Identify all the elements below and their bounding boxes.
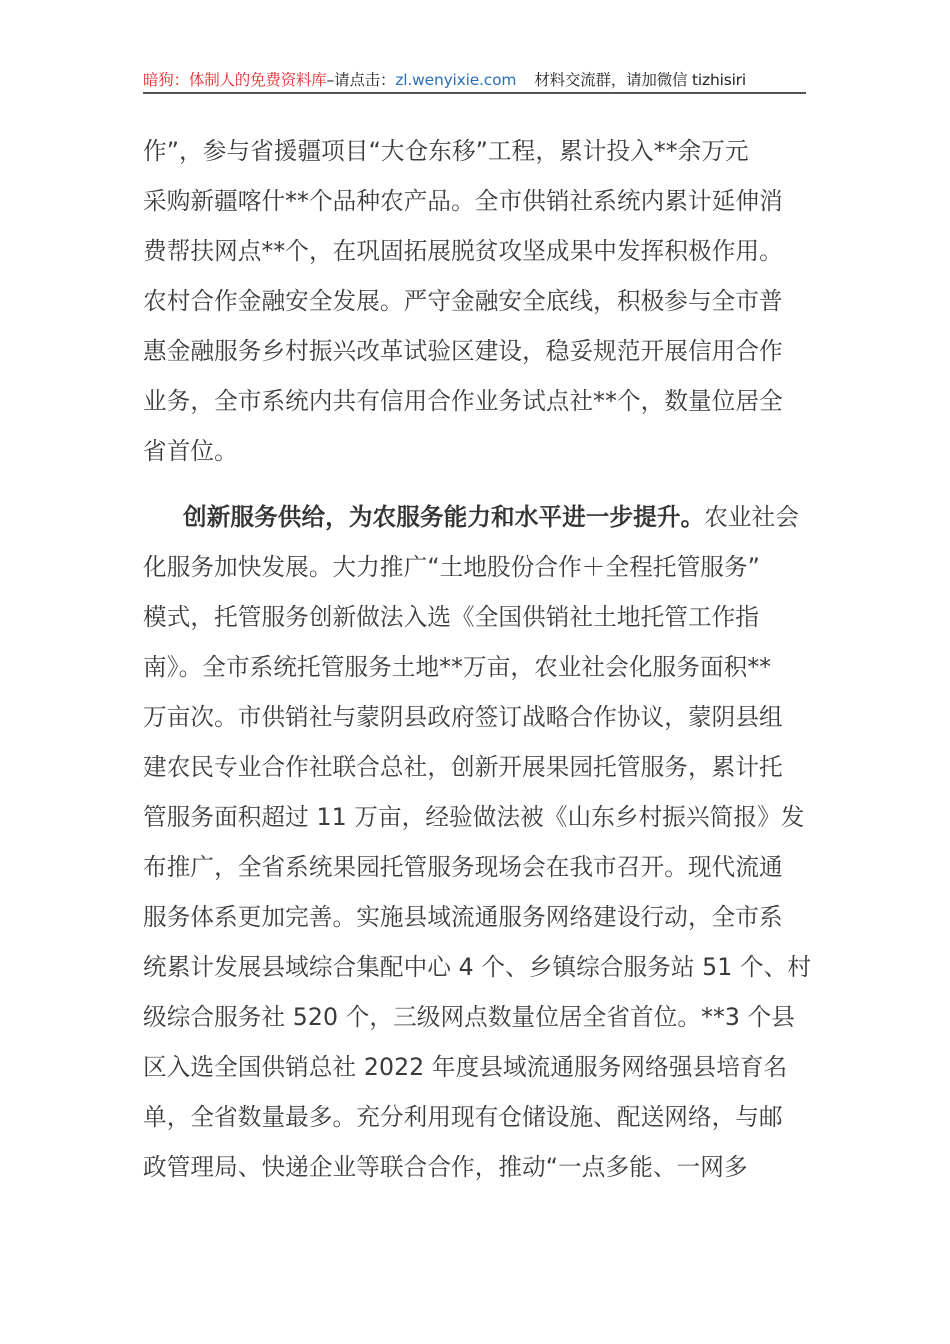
text-line: 单，全省数量最多。充分利用现有仓储设施、配送网络，与邮 [143,1103,783,1131]
text-line: 政管理局、快递企业等联合合作，推动“一点多能、一网多 [143,1153,748,1181]
text-line: 惠金融服务乡村振兴改革试验区建设，稳妥规范开展信用合作 [143,337,783,365]
header-brand: 暗狗：体制人的免费资料库 [143,71,327,89]
text-line: 化服务加快发展。大力推广“土地股份合作＋全程托管服务” [143,553,760,581]
text-line: 建农民专业合作社联合总社，创新开展果园托管服务，累计托 [143,753,783,781]
header-click-prefix: –请点击： [326,71,396,89]
document-body [143,126,812,1192]
page-header [143,70,806,94]
text-line: 布推广，全省系统果园托管服务现场会在我市召开。现代流通 [143,853,783,881]
heading-line-rest: 农业社会 [704,503,800,531]
paragraph-1 [143,126,808,476]
text-line: 作”，参与省援疆项目“大仓东移”工程，累计投入**余万元 [143,137,749,165]
text-line: 级综合服务社 520 个，三级网点数量位居全省首位。**3 个县 [143,1003,795,1031]
text-line: 南》。全市系统托管服务土地**万亩，农业社会化服务面积** [143,653,772,681]
text-line: 区入选全国供销总社 2022 年度县域流通服务网络强县培育名 [143,1053,788,1081]
text-line: 管服务面积超过 11 万亩，经验做法被《山东乡村振兴简报》发 [143,803,805,831]
text-line: 业务，全市系统内共有信用合作业务试点社**个，数量位居全 [143,387,783,415]
text-line: 省首位。 [143,437,238,465]
text-line: 服务体系更加完善。实施县域流通服务网络建设行动，全市系 [143,903,783,931]
text-line: 模式，托管服务创新做法入选《全国供销社土地托管工作指 [143,603,760,631]
paragraph-spacer [143,476,808,492]
paragraph-2 [143,492,812,1192]
header-wechat-text: 材料交流群，请加微信 tizhisiri [534,71,746,89]
text-line: 费帮扶网点**个，在巩固拓展脱贫攻坚成果中发挥积极作用。 [143,237,783,265]
header-site-link[interactable]: zl.wenyixie.com [395,71,517,89]
text-line: 农村合作金融安全发展。严守金融安全底线，积极参与全市普 [143,287,783,315]
text-line: 采购新疆喀什**个品种农产品。全市供销社系统内累计延伸消 [143,187,783,215]
text-line: 万亩次。市供销社与蒙阴县政府签订战略合作协议，蒙阴县组 [143,703,783,731]
text-line: 统累计发展县域综合集配中心 4 个、乡镇综合服务站 51 个、村 [143,953,812,981]
section-heading: 创新服务供给，为农服务能力和水平进一步提升。 [183,503,705,531]
text-line-first [143,492,808,542]
